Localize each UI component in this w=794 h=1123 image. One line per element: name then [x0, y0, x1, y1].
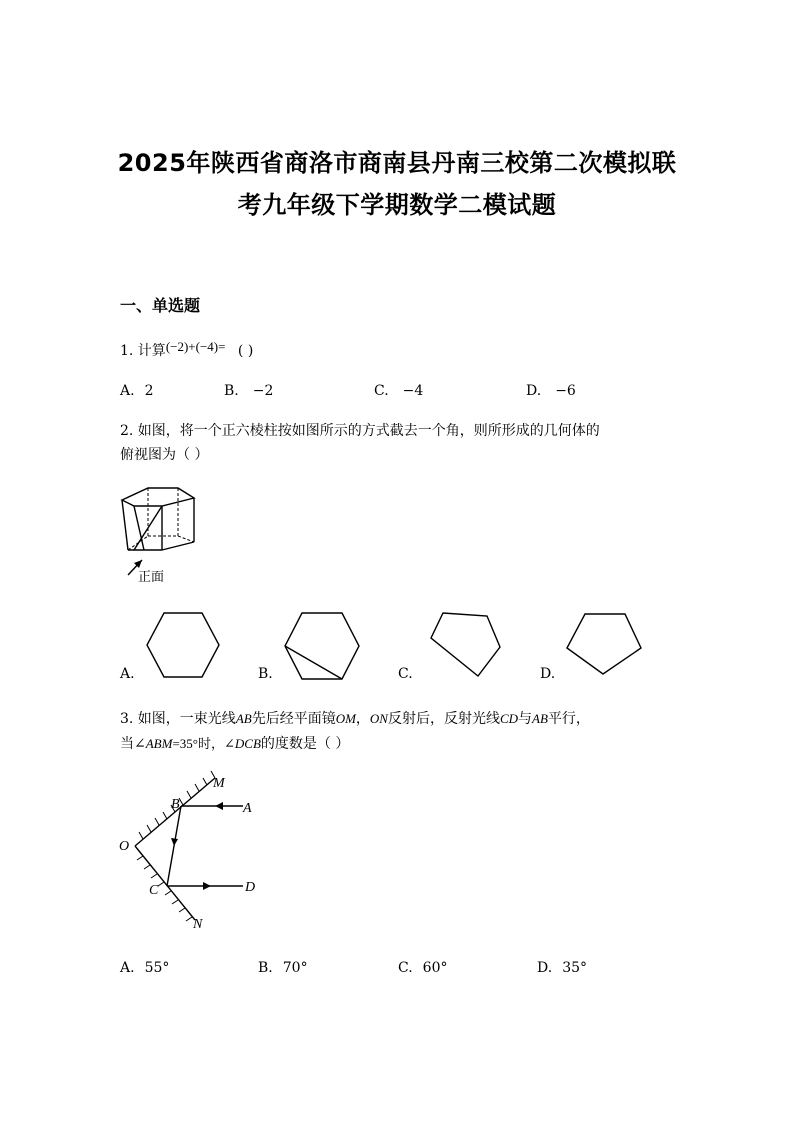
q3-option-b[interactable] [258, 960, 308, 976]
q1-option-d-text: −6 [555, 383, 576, 399]
q3-text: 反射后，反射光线 [387, 711, 500, 727]
label-b: B [171, 797, 180, 812]
q3-option-b-text: 70° [282, 960, 308, 976]
q3-var-abm: ABM [145, 736, 173, 751]
q3-var-ab: AB [532, 711, 548, 726]
q1-option-d[interactable] [526, 383, 576, 399]
q3-option-b-label: B. [258, 960, 273, 976]
prism-figure-caption: 正面 [138, 570, 165, 585]
q3-var-om: OM [335, 711, 356, 726]
section-heading: 一、单选题 [120, 296, 201, 315]
question-3-line-1 [120, 708, 590, 728]
q3-option-a[interactable] [120, 960, 169, 976]
q3-text: 3. 如图，一束光线 [120, 711, 236, 727]
q2-option-d-label: D. [540, 666, 556, 682]
q3-text: 当∠ [120, 736, 146, 752]
question-3-line-2 [120, 733, 349, 753]
question-1-prefix: 1. 计算 [120, 343, 166, 359]
q3-var-on: ON [369, 711, 388, 726]
mirror-figure [115, 770, 275, 935]
q2-option-d-pentagon[interactable] [565, 610, 643, 678]
question-2-line-1: 2. 如图，将一个正六棱柱按如图所示的方式截去一个角，则所形成的几何体的 [120, 423, 600, 439]
q2-option-c-pentagon[interactable] [423, 610, 503, 678]
q3-text: 的度数是（ ） [260, 736, 350, 752]
q2-option-c-label: C. [398, 666, 413, 682]
q3-text: 先后经平面镜 [251, 711, 336, 727]
q1-option-a-text: 2 [144, 383, 154, 399]
question-1 [120, 340, 253, 360]
question-1-expression: (−2)+(−4)= [165, 339, 226, 354]
q3-option-a-text: 55° [144, 960, 170, 976]
label-m: M [213, 776, 225, 791]
q3-option-c-label: C. [398, 960, 413, 976]
q3-var-ab: AB [235, 711, 252, 726]
q3-text: =35°时，∠ [172, 736, 235, 751]
q1-option-c[interactable] [374, 383, 423, 399]
q2-option-b-hexagon-diagonal[interactable] [283, 610, 361, 682]
question-1-blank: ( ) [237, 343, 254, 359]
q2-option-a-hexagon[interactable] [145, 610, 221, 680]
page-title-line-1: 2025年陕西省商洛市商南县丹南三校第二次模拟联 [117, 149, 677, 177]
q1-option-c-label: C. [374, 383, 389, 399]
q1-option-b[interactable] [224, 383, 273, 399]
q2-option-a-label: A. [120, 666, 135, 682]
q3-option-d-text: 35° [562, 960, 588, 976]
q1-option-b-label: B. [224, 383, 239, 399]
label-a: A [243, 801, 252, 816]
q1-option-a[interactable] [120, 383, 153, 399]
q3-option-a-label: A. [120, 960, 135, 976]
question-2-line-2: 俯视图为（ ） [120, 447, 209, 463]
q1-option-a-label: A. [120, 383, 135, 399]
q3-text: 平行， [547, 711, 590, 727]
label-o: O [119, 839, 130, 854]
page-title-line-2: 考九年级下学期数学二模试题 [237, 191, 557, 219]
q3-var-dcb: DCB [234, 736, 261, 751]
label-d: D [245, 880, 256, 895]
q3-option-d-label: D. [537, 960, 553, 976]
q1-option-b-text: −2 [252, 383, 274, 399]
q2-option-b-label: B. [258, 666, 273, 682]
q3-option-d[interactable] [537, 960, 587, 976]
q3-text: 与 [518, 711, 533, 727]
label-c: C [149, 883, 159, 898]
label-n: N [193, 917, 203, 932]
q1-option-d-label: D. [526, 383, 542, 399]
q3-option-c-text: 60° [422, 960, 448, 976]
q3-text: ， [355, 711, 370, 727]
q3-var-cd: CD [499, 711, 519, 726]
q1-option-c-text: −4 [402, 383, 424, 399]
q3-option-c[interactable] [398, 960, 448, 976]
